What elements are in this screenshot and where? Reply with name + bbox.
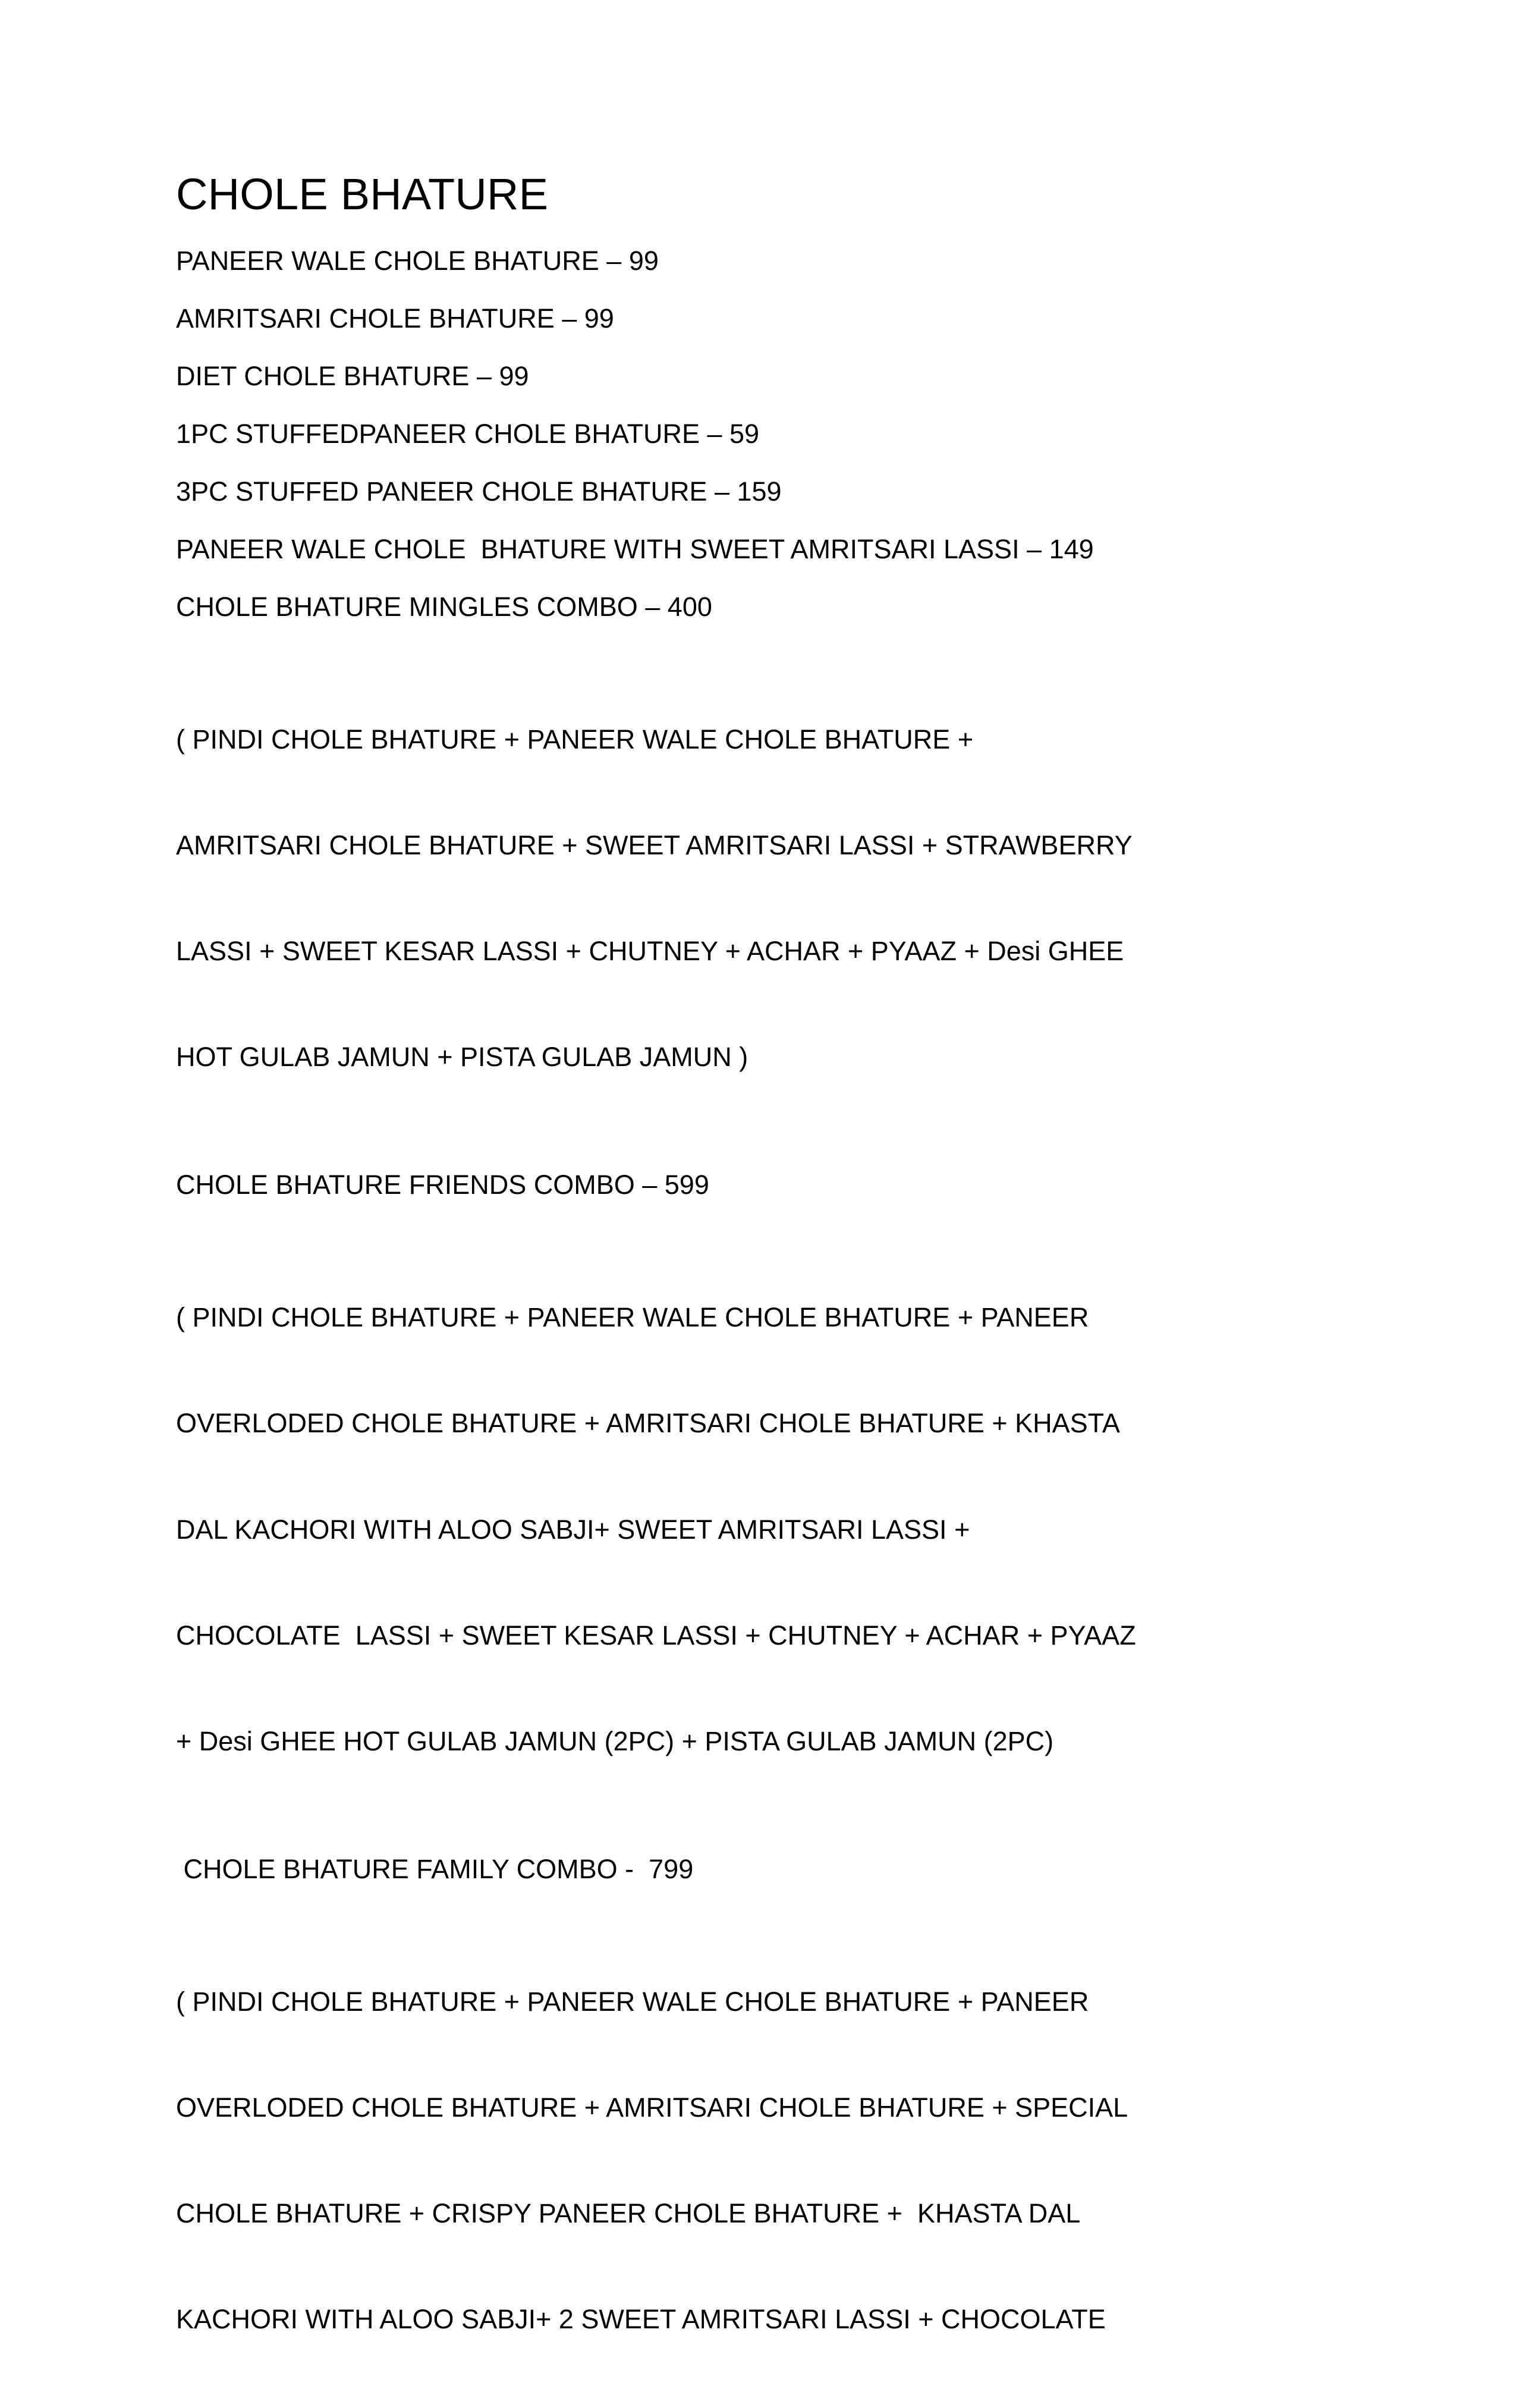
combo-desc-line: OVERLODED CHOLE BHATURE + AMRITSARI CHOLE BHATURE + KHASTA bbox=[176, 1408, 1120, 1439]
menu-item-diet-chole-bhature: DIET CHOLE BHATURE – 99 bbox=[176, 361, 529, 391]
page-title: CHOLE BHATURE bbox=[176, 169, 549, 219]
combo-desc-line: DAL KACHORI WITH ALOO SABJI+ SWEET AMRITSARI LASSI + bbox=[176, 1514, 970, 1545]
menu-item-1pc-stuffed-paneer-chole-bhature: 1PC STUFFEDPANEER CHOLE BHATURE – 59 bbox=[176, 419, 760, 449]
combo-desc-line: LASSI + SWEET KESAR LASSI + CHUTNEY + ACHAR + PYAAZ + Desi GHEE bbox=[176, 936, 1124, 967]
combo-desc-line: ( PINDI CHOLE BHATURE + PANEER WALE CHOLE BHATURE + PANEER bbox=[176, 1986, 1089, 2017]
combo-desc-line: AMRITSARI CHOLE BHATURE + SWEET AMRITSARI LASSI + STRAWBERRY bbox=[176, 829, 1133, 860]
menu-item-paneer-wale-chole-bhature: PANEER WALE CHOLE BHATURE – 99 bbox=[176, 246, 659, 276]
mingles-combo-description bbox=[176, 651, 1338, 1145]
combo-desc-line: + Desi GHEE HOT GULAB JAMUN (2PC) + PISTA GULAB JAMUN (2PC) bbox=[176, 1725, 1054, 1756]
combo-desc-line: OVERLODED CHOLE BHATURE + AMRITSARI CHOLE BHATURE + SPECIAL bbox=[176, 2092, 1128, 2123]
menu-item-amritsari-chole-bhature: AMRITSARI CHOLE BHATURE – 99 bbox=[176, 303, 614, 334]
combo-desc-line: ( PINDI CHOLE BHATURE + PANEER WALE CHOLE BHATURE + PANEER bbox=[176, 1302, 1089, 1333]
combo-desc-line: KACHORI WITH ALOO SABJI+ 2 SWEET AMRITSARI LASSI + CHOCOLATE bbox=[176, 2304, 1106, 2335]
combo-desc-line: ( PINDI CHOLE BHATURE + PANEER WALE CHOLE BHATURE + bbox=[176, 724, 974, 755]
menu-item-paneer-wale-chole-bhature-with-lassi: PANEER WALE CHOLE BHATURE WITH SWEET AMRITSARI LASSI – 149 bbox=[176, 534, 1094, 564]
family-combo-description bbox=[176, 1913, 1338, 2407]
combo-desc-line: CHOCOLATE LASSI + SWEET KESAR LASSI + CHUTNEY + ACHAR + PYAAZ bbox=[176, 1620, 1136, 1651]
menu-item-3pc-stuffed-paneer-chole-bhature: 3PC STUFFED PANEER CHOLE BHATURE – 159 bbox=[176, 476, 782, 507]
combo-desc-line: CHOLE BHATURE + CRISPY PANEER CHOLE BHATURE + KHASTA DAL bbox=[176, 2198, 1081, 2229]
friends-combo-description bbox=[176, 1229, 1338, 1829]
combo-desc-line: HOT GULAB JAMUN + PISTA GULAB JAMUN ) bbox=[176, 1042, 748, 1073]
menu-item-friends-combo: CHOLE BHATURE FRIENDS COMBO – 599 bbox=[176, 1170, 709, 1200]
menu-item-family-combo: CHOLE BHATURE FAMILY COMBO - 799 bbox=[176, 1854, 694, 1885]
menu-item-mingles-combo: CHOLE BHATURE MINGLES COMBO – 400 bbox=[176, 592, 712, 622]
